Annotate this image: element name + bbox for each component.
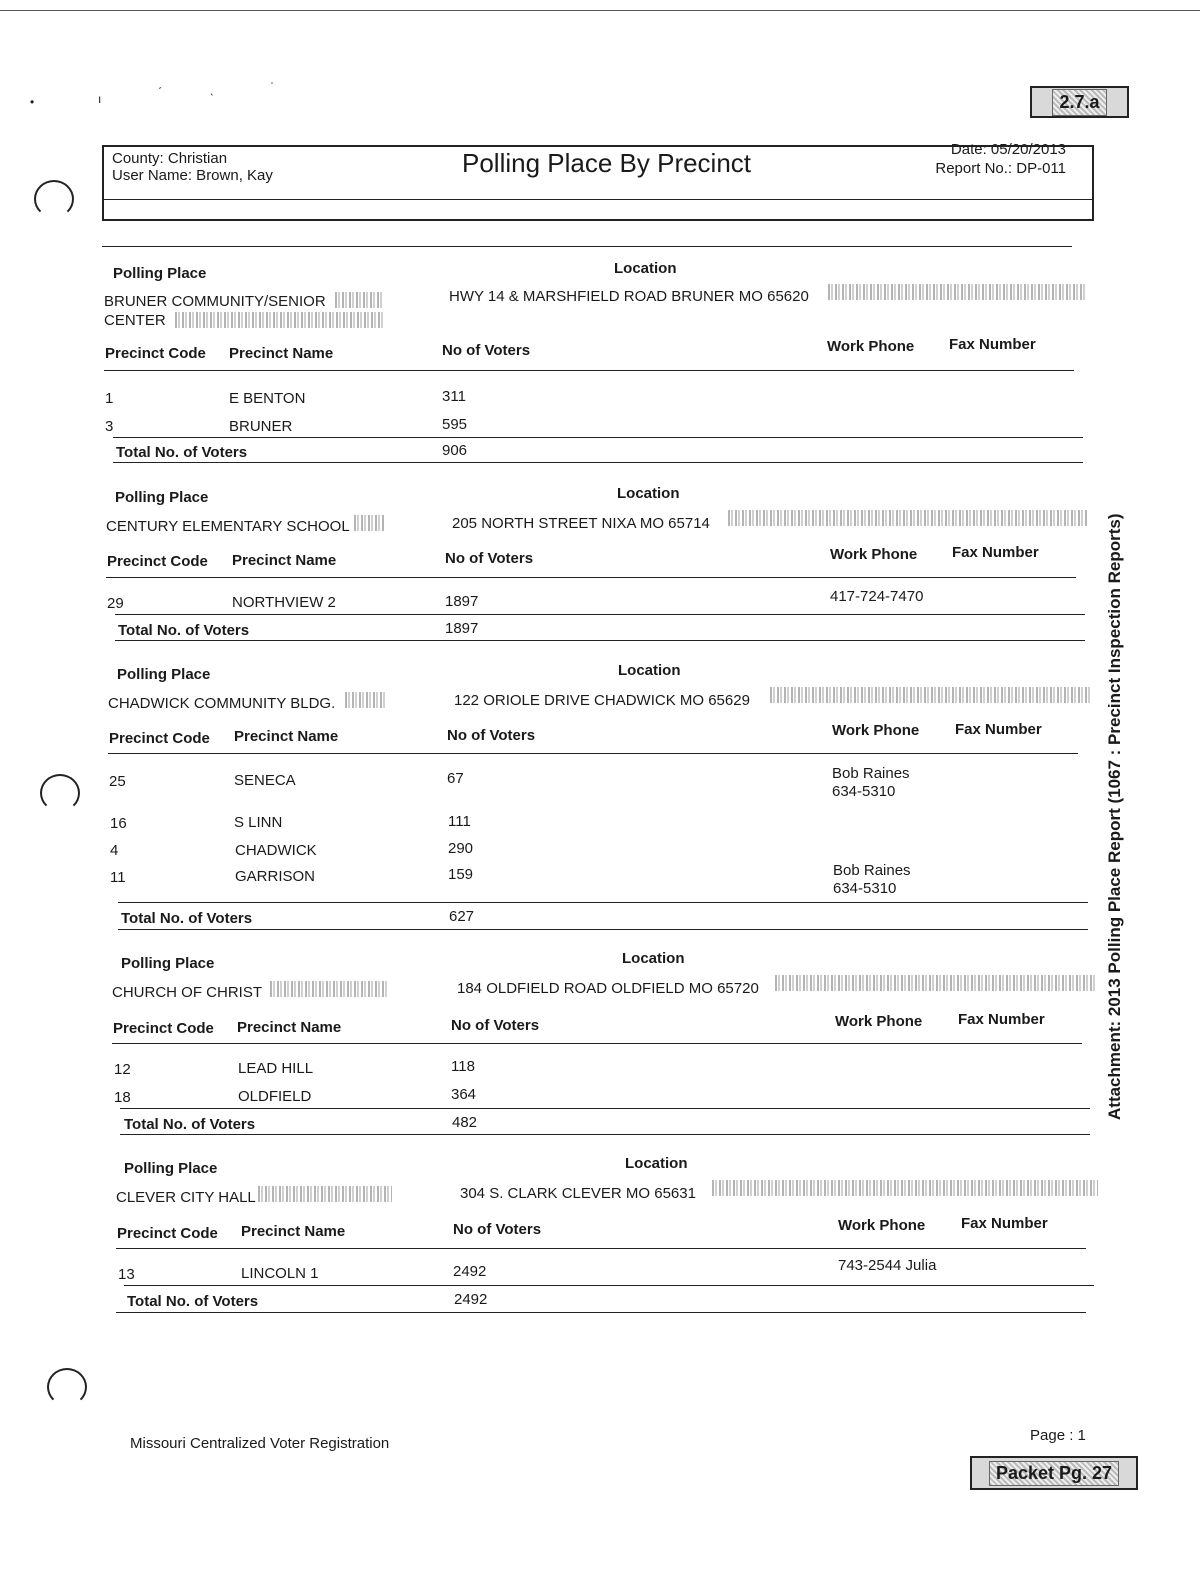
fax-number-heading: Fax Number <box>955 721 1042 738</box>
voter-count: 111 <box>448 813 471 830</box>
total-voters-label: Total No. of Voters <box>118 622 250 639</box>
voters-heading: No of Voters <box>442 342 531 359</box>
voters-heading: No of Voters <box>445 550 534 567</box>
precinct-name-heading: Precinct Name <box>237 1019 342 1036</box>
scan-speck: ı <box>98 92 102 106</box>
precinct-code-heading: Precinct Code <box>105 345 206 362</box>
polling-place-name: CHURCH OF CHRIST <box>112 984 262 1001</box>
voters-heading: No of Voters <box>453 1221 542 1238</box>
voter-count: 159 <box>448 866 474 883</box>
precinct-code: 18 <box>114 1089 131 1106</box>
precinct-code-heading: Precinct Code <box>117 1225 218 1242</box>
precinct-name: E BENTON <box>229 390 306 407</box>
redaction-noise <box>345 692 385 708</box>
redaction-noise <box>770 687 1092 703</box>
polling-place-name-cont: CENTER <box>104 312 166 329</box>
scan-speck: • <box>30 95 35 109</box>
precinct-name: NORTHVIEW 2 <box>232 594 336 611</box>
polling-place-heading: Polling Place <box>113 265 207 282</box>
polling-place-name: CHADWICK COMMUNITY BLDG. <box>108 695 336 712</box>
location-heading: Location <box>614 260 677 277</box>
precinct-name: OLDFIELD <box>238 1088 312 1105</box>
work-phone-heading: Work Phone <box>835 1013 923 1030</box>
precinct-name: GARRISON <box>235 868 316 885</box>
precinct-code-heading: Precinct Code <box>113 1020 214 1037</box>
precinct-name: SENECA <box>234 772 296 789</box>
location-heading: Location <box>622 950 685 967</box>
precinct-name: LINCOLN 1 <box>241 1265 319 1282</box>
precinct-name-heading: Precinct Name <box>229 345 334 362</box>
precinct-name: CHADWICK <box>235 842 317 859</box>
total-voters-value: 1897 <box>445 620 479 637</box>
total-rule <box>124 1285 1094 1286</box>
attachment-side-label: Attachment: 2013 Polling Place Report (1067 : Precinct Inspection Reports) <box>1105 513 1124 1120</box>
location-heading: Location <box>617 485 680 502</box>
footer-source: Missouri Centralized Voter Registration <box>130 1435 390 1452</box>
work-phone-contact: Bob Raines <box>833 862 911 879</box>
precinct-code-heading: Precinct Code <box>107 553 208 570</box>
voter-count: 290 <box>448 840 474 857</box>
work-phone-value: 743-2544 Julia <box>838 1257 937 1274</box>
binder-hole-icon <box>34 180 74 218</box>
work-phone-value: 634-5310 <box>833 880 897 897</box>
redaction-noise <box>354 515 384 531</box>
top-edge-line <box>0 10 1200 11</box>
header-rule <box>108 753 1078 754</box>
polling-place-heading: Polling Place <box>115 489 209 506</box>
voter-count: 1897 <box>445 593 479 610</box>
precinct-code: 11 <box>110 869 126 886</box>
precinct-code: 3 <box>105 418 114 435</box>
redaction-noise <box>335 292 383 308</box>
section-bottom-rule <box>120 1134 1090 1135</box>
work-phone-value: 417-724-7470 <box>830 588 924 605</box>
polling-place-name: CLEVER CITY HALL <box>116 1189 256 1206</box>
total-voters-label: Total No. of Voters <box>124 1116 256 1133</box>
redaction-noise <box>175 312 383 328</box>
total-voters-label: Total No. of Voters <box>127 1293 259 1310</box>
work-phone-contact: Bob Raines <box>832 765 910 782</box>
work-phone-heading: Work Phone <box>830 546 918 563</box>
fax-number-heading: Fax Number <box>949 336 1036 353</box>
scan-speck: ˊ <box>158 85 162 99</box>
report-date: Date: 05/20/2013 <box>950 141 1066 158</box>
polling-place-heading: Polling Place <box>124 1160 218 1177</box>
total-voters-value: 906 <box>442 442 468 459</box>
precinct-name: LEAD HILL <box>238 1060 314 1077</box>
precinct-name: BRUNER <box>229 418 293 435</box>
precinct-code: 1 <box>105 390 114 407</box>
header-rule <box>116 1248 1086 1249</box>
section-top-rule <box>102 246 1072 247</box>
header-rule <box>104 370 1074 371</box>
total-voters-label: Total No. of Voters <box>121 910 253 927</box>
precinct-code: 4 <box>110 842 119 859</box>
total-rule <box>113 437 1083 438</box>
voters-heading: No of Voters <box>447 727 536 744</box>
section-bottom-rule <box>116 1312 1086 1313</box>
binder-hole-icon <box>40 774 80 812</box>
location-address: 205 NORTH STREET NIXA MO 65714 <box>452 515 710 532</box>
total-voters-label: Total No. of Voters <box>116 444 248 461</box>
county-label: County: Christian <box>112 150 228 167</box>
precinct-code: 29 <box>107 595 124 612</box>
precinct-code: 13 <box>118 1266 135 1283</box>
redaction-noise <box>828 284 1086 300</box>
attachment-tag <box>1030 86 1129 118</box>
binder-hole-icon <box>47 1368 87 1406</box>
total-rule <box>115 614 1085 615</box>
work-phone-value: 634-5310 <box>832 783 896 800</box>
section-bottom-rule <box>113 462 1083 463</box>
voter-count: 67 <box>447 770 464 787</box>
location-heading: Location <box>618 662 681 679</box>
report-number: Report No.: DP-011 <box>935 160 1066 177</box>
precinct-name-heading: Precinct Name <box>234 728 339 745</box>
location-address: HWY 14 & MARSHFIELD ROAD BRUNER MO 65620 <box>449 288 809 305</box>
location-address: 122 ORIOLE DRIVE CHADWICK MO 65629 <box>454 692 750 709</box>
page-number: Page : 1 <box>1030 1427 1086 1444</box>
total-rule <box>118 902 1088 903</box>
voters-heading: No of Voters <box>451 1017 540 1034</box>
voter-count: 595 <box>442 416 468 433</box>
voter-count: 2492 <box>453 1263 487 1280</box>
report-title: Polling Place By Precinct <box>462 148 752 178</box>
redaction-noise <box>270 981 388 997</box>
total-rule <box>120 1108 1090 1109</box>
voter-count: 311 <box>442 388 466 405</box>
total-voters-value: 627 <box>449 908 475 925</box>
total-voters-value: 482 <box>452 1114 478 1131</box>
scan-speck: ˈ <box>270 80 274 94</box>
work-phone-heading: Work Phone <box>827 338 915 355</box>
location-heading: Location <box>625 1155 688 1172</box>
fax-number-heading: Fax Number <box>952 544 1039 561</box>
redaction-noise <box>258 1186 392 1202</box>
section-bottom-rule <box>118 929 1088 930</box>
precinct-name-heading: Precinct Name <box>241 1223 346 1240</box>
precinct-code-heading: Precinct Code <box>109 730 210 747</box>
polling-place-heading: Polling Place <box>121 955 215 972</box>
polling-place-name: BRUNER COMMUNITY/SENIOR <box>104 293 326 310</box>
redaction-noise <box>728 510 1088 526</box>
voter-count: 364 <box>451 1086 477 1103</box>
user-name-label: User Name: Brown, Kay <box>112 167 273 184</box>
location-address: 184 OLDFIELD ROAD OLDFIELD MO 65720 <box>457 980 759 997</box>
header-rule <box>106 577 1076 578</box>
polling-place-heading: Polling Place <box>117 666 211 683</box>
polling-place-name: CENTURY ELEMENTARY SCHOOL <box>106 518 350 535</box>
header-divider <box>102 199 1092 200</box>
packet-page-label: Packet Pg. 27 <box>989 1461 1119 1486</box>
redaction-noise <box>775 975 1095 991</box>
precinct-code: 12 <box>114 1061 131 1078</box>
header-rule <box>112 1043 1082 1044</box>
work-phone-heading: Work Phone <box>832 722 920 739</box>
redaction-noise <box>712 1180 1098 1196</box>
fax-number-heading: Fax Number <box>958 1011 1045 1028</box>
fax-number-heading: Fax Number <box>961 1215 1048 1232</box>
scan-speck: ˎ <box>210 82 214 96</box>
location-address: 304 S. CLARK CLEVER MO 65631 <box>460 1185 696 1202</box>
precinct-name: S LINN <box>234 814 283 831</box>
total-voters-value: 2492 <box>454 1291 488 1308</box>
section-bottom-rule <box>115 640 1085 641</box>
attachment-tag-label: 2.7.a <box>1052 89 1106 116</box>
packet-page-tag <box>970 1456 1138 1490</box>
voter-count: 118 <box>451 1058 475 1075</box>
work-phone-heading: Work Phone <box>838 1217 926 1234</box>
precinct-code: 16 <box>110 815 127 832</box>
precinct-name-heading: Precinct Name <box>232 552 337 569</box>
precinct-code: 25 <box>109 773 126 790</box>
